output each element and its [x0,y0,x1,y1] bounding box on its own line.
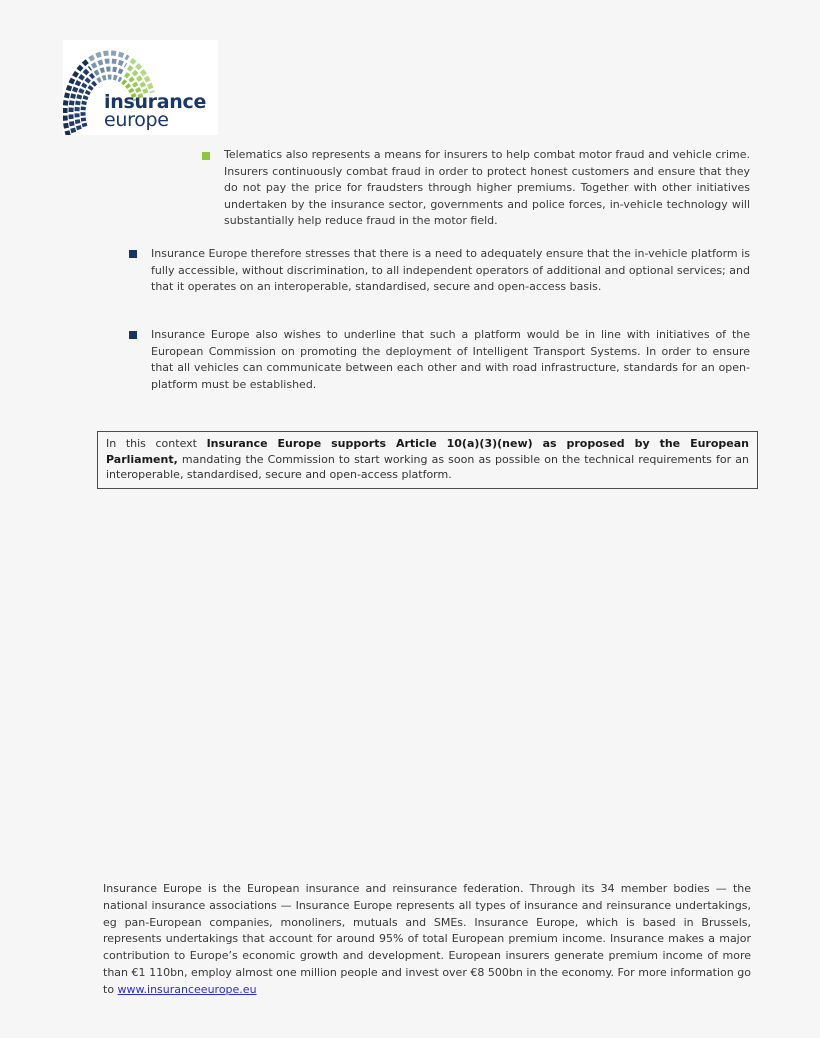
bullet-paragraph-its-initiatives: Insurance Europe also wishes to underline that such a platform would be in line with initiatives of the European Commission on promoting the deployment of Intelligent Transport Systems. In order to ensure that all vehicles can communicate between each other and with road infrastructure, standards for an open-platform must be established. [151,328,750,391]
bullet-square-green-icon [202,152,210,160]
callout-prefix: In this context [106,437,207,450]
callout-suffix: mandating the Commission to start working as soon as possible on the technical requirements for an interoperable, standardised, secure and open-access platform. [106,452,749,481]
bullet-square-navy-icon [129,250,137,258]
bullet-square-navy-icon [129,331,137,339]
footer-website-link[interactable]: www.insuranceeurope.eu [117,982,257,996]
footer-text: Insurance Europe is the European insurance and reinsurance federation. Through its 34 member bodies — the national insurance associations — Insurance Europe represents all types of insurance and reinsurance undertakings, eg pan-European companies, monoliners, mutuals and SMEs. Insurance Europe, which is based in Brussels, represents undertakings that account for around 95% of total European premium income. Insurance makes a major contribution to Europe’s economic growth and development. European insurers generate premium income of more than €1 110bn, employ almost one million people and invest over €8 500bn in the economy. For more information go to [103,882,751,996]
callout-bold-statement: Insurance Europe supports Article 10(a)(3)(new) as proposed by the European Parliament, [106,437,749,466]
logo-word-europe: europe [104,109,169,131]
logo-wordmark [104,93,206,129]
insurance-europe-logo [63,40,218,135]
logo-word-insurance: insurance [104,91,207,113]
footer-about-paragraph [103,881,751,999]
bullet-paragraph-platform-access: Insurance Europe therefore stresses that there is a need to adequately ensure that the in-vehicle platform is fully accessible, without discrimination, to all independent operators of additional and optional services; and that it operates on an interoperable, standardised, secure and open-access basis. [151,247,750,294]
bullet-paragraph-telematics: Telematics also represents a means for insurers to help combat motor fraud and vehicle crime. Insurers continuously combat fraud in order to protect honest customers and ensure that they do not pay the price for fraudsters through higher premiums. Together with other initiatives undertaken by the insurance sector, governments and police forces, in-vehicle technology will substantially help reduce fraud in the motor field. [224,148,750,228]
highlight-box [97,431,758,489]
